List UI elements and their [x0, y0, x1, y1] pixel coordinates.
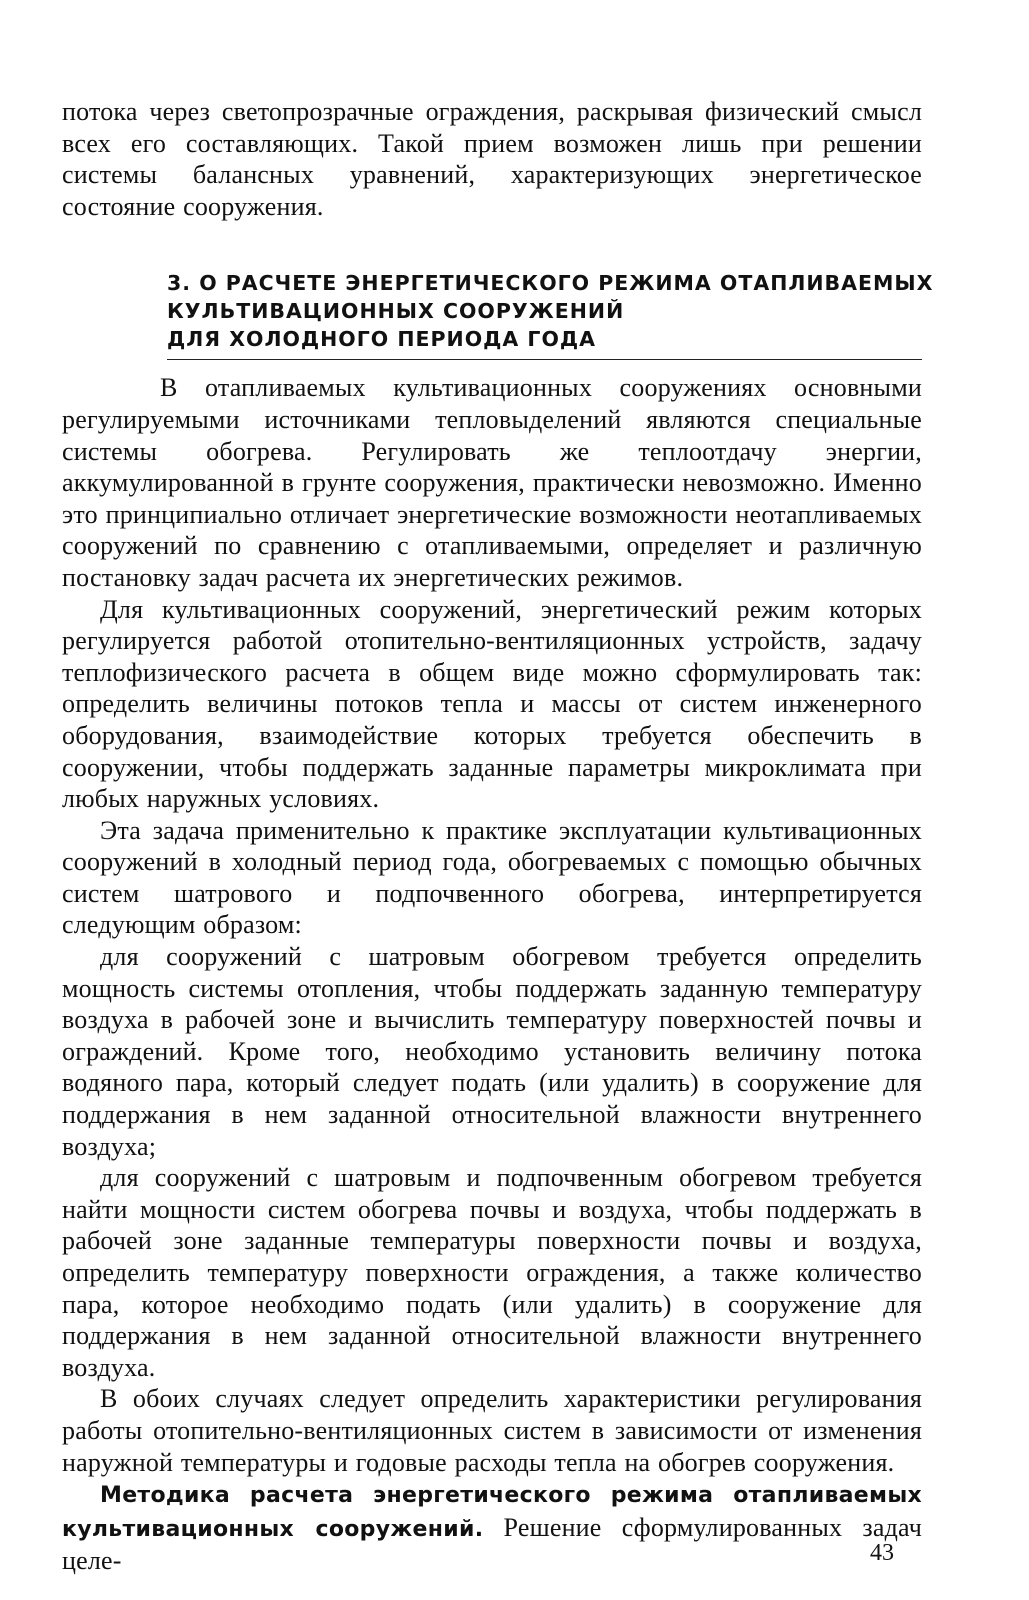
paragraph-case-tent-and-soil-heating: для сооружений с шатровым и подпочвенным обогревом требуется найти мощности систем обогрева почвы и воздуха, чтобы поддержать в рабочей зоне заданные температуры поверхности почвы и воздуха, определить температуру поверхности ограждения, а также количество пара, которое необходимо подать (или удалить) в сооружение для поддержания в нем заданной относительной влажности внутреннего воздуха. — [62, 1163, 922, 1382]
paragraph-both-cases: В обоих случаях следует определить характеристики регулирования работы отопительно-вентиляционных систем в зависимости от изменения наружной температуры и годовые расходы тепла на обогрев сооружения. — [62, 1384, 922, 1477]
page-body — [62, 96, 934, 1577]
section-heading-line-3: ДЛЯ ХОЛОДНОГО ПЕРИОДА ГОДА — [167, 327, 597, 352]
section-heading — [167, 269, 934, 353]
section-heading-line-1: 3. О РАСЧЕТЕ ЭНЕРГЕТИЧЕСКОГО РЕЖИМА ОТАПЛИВАЕМЫХ — [167, 271, 934, 296]
paragraph-continuation: потока через светопрозрачные ограждения, раскрывая физический смысл всех его составляющих. Такой прием возможен лишь при решении системы балансных уравнений, характеризующих энергетическое состояние сооружения. — [62, 97, 922, 221]
heading-underline — [167, 359, 922, 360]
method-run-in-heading: Методика расчета энергетического режима отапливаемых культивационных сооружений. — [62, 1483, 922, 1542]
paragraph-case-tent-heating: для сооружений с шатровым обогревом требуется определить мощность системы отопления, чтобы поддержать заданную температуру воздуха в рабочей зоне и вычислить температуру поверхностей почвы и ограждений. Кроме того, необходимо установить величину потока водяного пара, который следует подать (или удалить) в сооружение для поддержания в нем заданной относительной влажности внутреннего воздуха; — [62, 942, 922, 1161]
paragraph-task-statement: Для культивационных сооружений, энергетический режим которых регулируется работой отопительно-вентиляционных устройств, задачу теплофизического расчета в общем виде можно сформулировать так: определить величины потоков тепла и массы от систем инженерного оборудования, взаимодействие которых требуется обеспечить в сооружении, чтобы поддержать заданные параметры микроклимата при любых наружных условиях. — [62, 594, 922, 814]
paragraph-task-interpretation: Эта задача применительно к практике эксплуатации культивационных сооружений в холодный период года, обогреваемых с помощью обычных систем шатрового и подпочвенного обогрева, интерпретируется следующим образом: — [62, 815, 922, 940]
method-text: Решение сформулированных задач целе- — [62, 1512, 922, 1576]
section-heading-line-2: КУЛЬТИВАЦИОННЫХ СООРУЖЕНИЙ — [167, 299, 625, 324]
paragraph-heated-structures: В отапливаемых культивационных сооружениях основными регулируемыми источниками тепловыделений являются специальные системы обогрева. Регулировать же теплоотдачу энергии, аккумулированной в грунте сооружения, практически невозможно. Именно это принципиально отличает энергетические возможности неотапливаемых сооружений по сравнению с отапливаемыми, определяет и различную постановку задач расчета их энергетических режимов. — [62, 373, 922, 592]
page-number: 43 — [870, 1540, 894, 1566]
paragraph-method — [62, 1478, 922, 1577]
